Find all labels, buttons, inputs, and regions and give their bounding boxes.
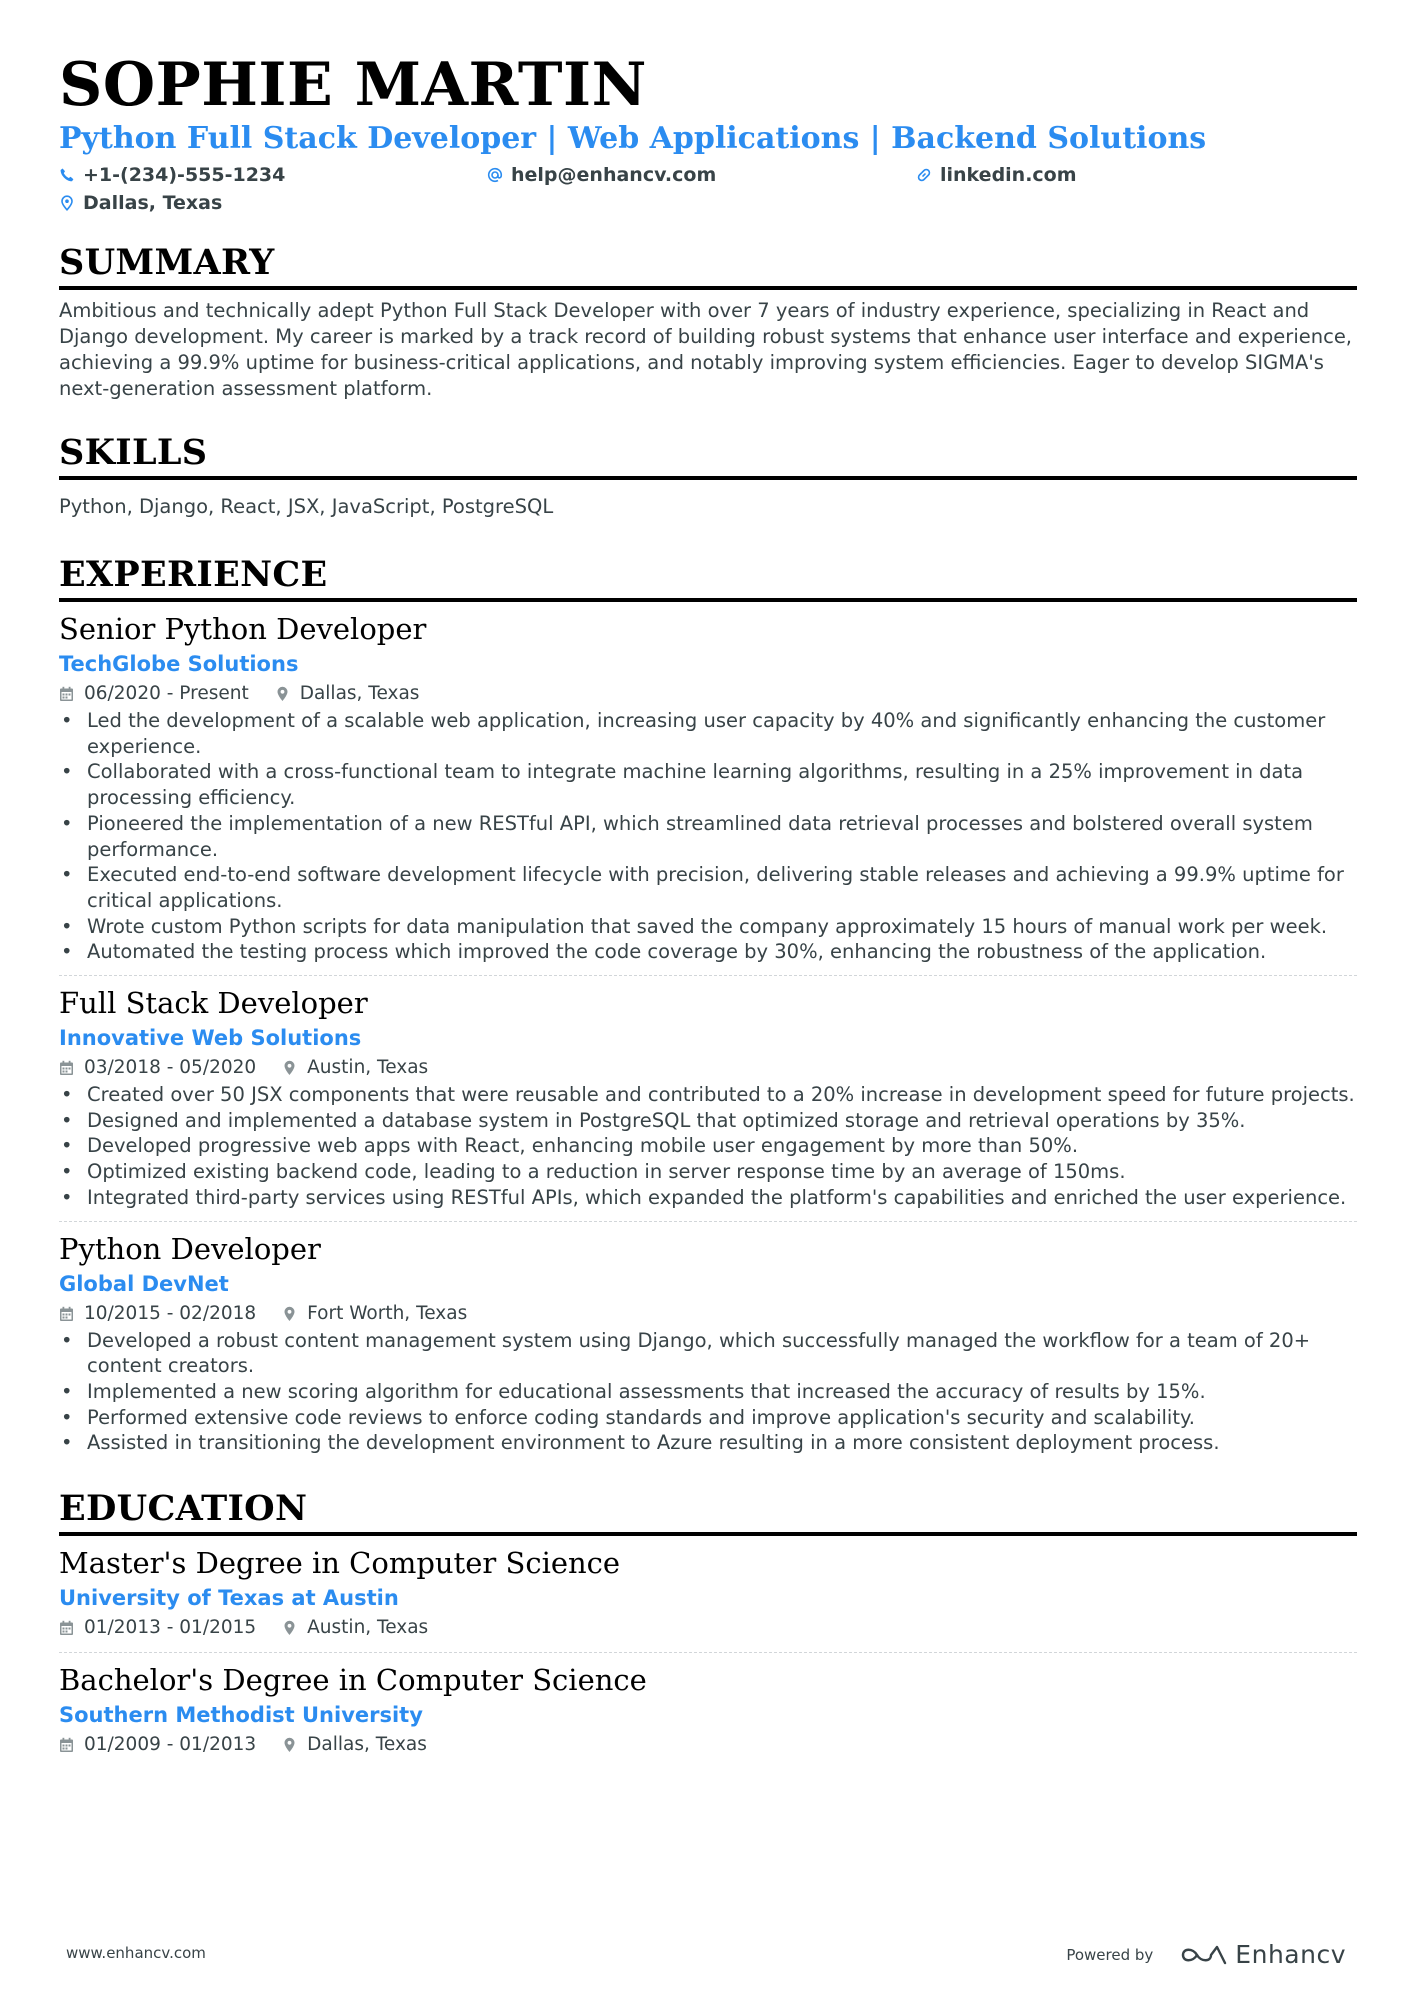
bullet-item: • Led the development of a scalable web application, increasing user capacity by 40% and significantly enhancing the customer experience. xyxy=(59,708,1357,759)
phone-text: +1-(234)-555-1234 xyxy=(83,164,286,186)
skills-section xyxy=(59,432,1357,520)
job-title: Full Stack Developer xyxy=(59,986,368,1021)
education-location-text: Dallas, Texas xyxy=(307,1734,427,1756)
job-dates-text: 06/2020 - Present xyxy=(84,683,249,704)
experience-entry xyxy=(59,1230,1357,1467)
education-title: EDUCATION xyxy=(59,1488,1357,1536)
bullet-item: • Executed end-to-end software development lifecycle with precision, delivering stable releases and achieving a 99.9% uptime for critical applications. xyxy=(59,862,1357,913)
calendar-icon xyxy=(59,1620,74,1636)
job-bullets xyxy=(59,1328,1357,1457)
contact-location xyxy=(59,190,222,216)
page-footer xyxy=(66,1940,1346,1970)
footer-branding xyxy=(1066,1940,1346,1969)
bullet-item: • Automated the testing process which improved the code coverage by 30%, enhancing the robustness of the application. xyxy=(59,939,1357,965)
bullet-item: • Optimized existing backend code, leading to a reduction in server response time by an average of 150ms. xyxy=(59,1159,1357,1185)
enhancv-brand-name[interactable]: Enhancv xyxy=(1235,1940,1346,1969)
job-title: Python Developer xyxy=(59,1231,321,1266)
education-section xyxy=(59,1488,1357,1769)
linkedin-text: linkedin.com xyxy=(940,164,1077,186)
degree-title: Bachelor's Degree in Computer Science xyxy=(59,1663,647,1698)
degree-title: Master's Degree in Computer Science xyxy=(59,1546,621,1581)
job-dates-text: 10/2015 - 02/2018 xyxy=(84,1302,257,1324)
skills-title: SKILLS xyxy=(59,432,1357,480)
job-dates xyxy=(59,1300,256,1328)
resume-page xyxy=(59,50,1357,1769)
job-location-text: Fort Worth, Texas xyxy=(307,1302,468,1324)
job-company: TechGlobe Solutions xyxy=(59,652,299,676)
job-location-text: Austin, Texas xyxy=(307,1057,429,1079)
job-bullets xyxy=(59,1082,1357,1211)
education-location xyxy=(282,1731,427,1759)
school-name: Southern Methodist University xyxy=(59,1703,423,1728)
bullet-item: • Integrated third-party services using RESTful APIs, which expanded the platform's capabilities and enriched the user experience. xyxy=(59,1185,1357,1211)
job-dates xyxy=(59,1054,256,1082)
contact-phone[interactable] xyxy=(59,162,285,188)
job-meta xyxy=(59,680,1357,708)
candidate-headline: Python Full Stack Developer | Web Applications | Backend Solutions xyxy=(59,121,1207,156)
phone-icon xyxy=(59,167,75,183)
experience-entry xyxy=(59,610,1357,976)
email-text: help@enhancv.com xyxy=(511,164,717,186)
location-pin-icon xyxy=(282,1306,297,1322)
job-meta xyxy=(59,1054,1357,1082)
link-icon xyxy=(916,167,932,183)
summary-title: SUMMARY xyxy=(59,242,1357,290)
experience-section xyxy=(59,554,1357,1466)
job-meta xyxy=(59,1300,1357,1328)
contact-email[interactable] xyxy=(487,162,716,188)
location-pin-icon xyxy=(282,1060,297,1076)
enhancv-logo-icon xyxy=(1181,1943,1227,1967)
bullet-item: • Developed progressive web apps with React, enhancing mobile user engagement by more than 50%. xyxy=(59,1133,1357,1159)
summary-section xyxy=(59,242,1357,402)
bullet-item: • Designed and implemented a database system in PostgreSQL that optimized storage and retrieval operations by 35%. xyxy=(59,1108,1357,1134)
job-location xyxy=(282,1300,467,1328)
summary-text: Ambitious and technically adept Python Full Stack Developer with over 7 years of industry experience, specializing in React and Django development. My career is marked by a track record of building robust systems that enhance user interface and experience, achieving a 99.9% uptime for business-critical applications, and notably improving system efficiencies. Eager to develop SIGMA's next-generation assessment platform. xyxy=(59,299,1353,400)
education-meta xyxy=(59,1614,1357,1642)
education-entry xyxy=(59,1544,1357,1653)
education-dates-text: 01/2013 - 01/2015 xyxy=(84,1617,257,1639)
education-entry xyxy=(59,1661,1357,1769)
job-location xyxy=(275,680,420,708)
bullet-item: • Created over 50 JSX components that were reusable and contributed to a 20% increase in development speed for future projects. xyxy=(59,1082,1357,1108)
education-dates xyxy=(59,1731,256,1759)
calendar-icon xyxy=(59,686,74,702)
location-text: Dallas, Texas xyxy=(83,192,223,214)
education-meta xyxy=(59,1731,1357,1759)
job-location xyxy=(282,1054,428,1082)
calendar-icon xyxy=(59,1306,74,1322)
skills-text: Python, Django, React, JSX, JavaScript, PostgreSQL xyxy=(59,495,554,518)
education-location-text: Austin, Texas xyxy=(307,1617,429,1639)
job-company: Innovative Web Solutions xyxy=(59,1026,362,1051)
location-pin-icon xyxy=(282,1737,297,1753)
job-bullets xyxy=(59,708,1357,965)
bullet-item: • Performed extensive code reviews to enforce coding standards and improve application's security and scalability. xyxy=(59,1405,1357,1431)
education-dates-text: 01/2009 - 01/2013 xyxy=(84,1734,257,1756)
job-location-text: Dallas, Texas xyxy=(299,683,420,704)
bullet-item: • Developed a robust content management system using Django, which successfully managed the workflow for a team of 20+ content creators. xyxy=(59,1328,1357,1379)
bullet-item: • Wrote custom Python scripts for data manipulation that saved the company approximately 15 hours of manual work per week. xyxy=(59,914,1357,940)
location-pin-icon xyxy=(282,1620,297,1636)
location-pin-icon xyxy=(59,195,75,211)
education-dates xyxy=(59,1614,256,1642)
contact-info xyxy=(59,162,1357,218)
contact-linkedin[interactable] xyxy=(916,162,1077,188)
candidate-name: SOPHIE MARTIN xyxy=(59,50,647,120)
footer-website[interactable]: www.enhancv.com xyxy=(66,1944,206,1962)
job-title: Senior Python Developer xyxy=(59,612,427,646)
school-name: University of Texas at Austin xyxy=(59,1586,399,1611)
calendar-icon xyxy=(59,1737,74,1753)
bullet-item: • Assisted in transitioning the development environment to Azure resulting in a more consistent deployment process. xyxy=(59,1430,1357,1456)
powered-by-label: Powered by xyxy=(1066,1945,1154,1964)
bullet-item: • Implemented a new scoring algorithm for educational assessments that increased the accuracy of results by 15%. xyxy=(59,1379,1357,1405)
job-dates xyxy=(59,680,249,708)
education-location xyxy=(282,1614,428,1642)
experience-entry xyxy=(59,984,1357,1222)
at-icon xyxy=(487,167,503,183)
job-dates-text: 03/2018 - 05/2020 xyxy=(84,1057,257,1079)
bullet-item: • Collaborated with a cross-functional team to integrate machine learning algorithms, resulting in a 25% improvement in data processing efficiency. xyxy=(59,759,1357,810)
bullet-item: • Pioneered the implementation of a new RESTful API, which streamlined data retrieval processes and bolstered overall system performance. xyxy=(59,811,1357,862)
calendar-icon xyxy=(59,1060,74,1076)
job-company: Global DevNet xyxy=(59,1271,229,1296)
location-pin-icon xyxy=(275,686,290,702)
experience-title: EXPERIENCE xyxy=(59,554,1357,602)
